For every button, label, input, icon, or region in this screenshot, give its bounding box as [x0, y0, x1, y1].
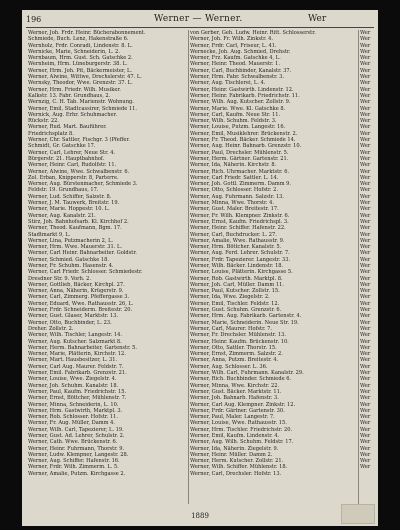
directory-entry: Schmiede, Buch. Lenz, Hakenstraße 6. [28, 36, 129, 43]
directory-entry: Werner, Theod. Kaufmann, Bgm. 17. [28, 225, 122, 232]
directory-entry: Werner, Minna, Schneiderin, L. 10. [28, 401, 119, 408]
directory-entry: Werner, Frdr. Schneiderm. Breitestr. 20. [28, 307, 133, 314]
directory-entry: Werner, Carl, Buchdrucker. L. 27. [190, 231, 277, 238]
footer-year: 1889 [191, 512, 209, 520]
directory-entry: Werner, Wilh. Bäcker. Lindenstr. 18. [190, 262, 284, 269]
directory-entry: Wernbaum, Hrm. Gust. Sch. Gatschke 2. [28, 55, 133, 62]
directory-entry: Wer [360, 30, 371, 36]
directory-entry: Dresdner Str. 9. Vorh. 2. [28, 275, 91, 282]
directory-entry: Wer [360, 218, 371, 225]
directory-entry: Wer [360, 250, 371, 257]
directory-entry: Werner, Joh. Gottl. Zimmerm. Damm 9. [190, 181, 292, 188]
directory-entry: Werner, Hrm. Fabr. Schwalbenstr. 3. [190, 74, 285, 81]
directory-entry: Werner, Anna, Näherin, Krügerstr. 9. [28, 288, 124, 295]
directory-entry: von Gerber, Geh. Ludw. Heinr. Ritt. Schlosserstr. [190, 30, 316, 36]
directory-entry: Werner, Ida, Näherin. Kirchstr. 8. [190, 162, 277, 169]
directory-entry: Werner, Aug. Heinr. Bahnarb. Grenzstr. 10. [190, 143, 302, 150]
directory-entry: Werner, Fr. Theod. Bäcker. Schmiede 14. [190, 137, 296, 144]
directory-entry: Wer [360, 294, 371, 301]
directory-entry: Werner, Heinr. Schiffer. Hafenstr. 22. [190, 225, 286, 232]
directory-entry: Werner, Paul, Kutscher. Zollstr. 15. [190, 288, 280, 295]
header-rule [26, 27, 374, 28]
directory-entry: Wer [360, 344, 371, 351]
next-page-running-title: Wer [308, 14, 327, 24]
directory-entry: Wer [360, 420, 371, 427]
directory-entry: Wer [360, 414, 371, 421]
directory-entry: Wer [360, 407, 371, 414]
directory-entry: Werner, Heinr. Carl, Rudolfstr. 11. [28, 162, 117, 169]
directory-entry: Werner, Gust. Maler. Breitestr. 17. [190, 206, 279, 213]
directory-entry: Werner, Fr. Wilh. Klempner. Zinkstr. 6. [190, 212, 290, 219]
directory-entry: Werner, Emil. Fabrikarb. Grenzstr. 21. [28, 370, 127, 377]
directory-entry: Werner, Hrm. Joh. Pit, Bäckermeister, L. [28, 67, 133, 74]
directory-entry: Werner, Heinr. Fuhrmann, Thorstr. 9. [28, 445, 125, 452]
directory-entry: Werner, Aug. Bürstenmacher, Schmiede 3. [28, 181, 138, 188]
directory-entry: Werner, Joh. Carl, Müller. Damm 11. [190, 281, 284, 288]
directory-entry: Werner, Otto, Sattler. Thorstr. 15. [190, 344, 277, 351]
directory-entry: Werner, Wilh. Tischler, Langestr. 14. [28, 332, 122, 339]
directory-entry: Wer [360, 36, 371, 43]
directory-entry: Feldstr. 19. Grundhaus, 17. [28, 187, 99, 194]
directory-entry: Werner, Ida, Näherin. Ziegelstr. 9. [190, 445, 279, 452]
column-divider [358, 30, 359, 504]
directory-entry: Schmidt, Gr. Gatschke 17. [28, 143, 96, 150]
directory-entry: Wer [360, 48, 371, 55]
directory-entry: Werner, Marie, Schneiderin. Neue Str. 19. [190, 319, 299, 326]
directory-entry: Wer [360, 174, 371, 181]
directory-entry: Wernholz, Frdr. Conradi, Lindenstr. 8. L. [28, 42, 133, 49]
directory-entry: Werner, Hrm. Aug. Fabrikarb. Gartenstr. 4. [190, 313, 302, 320]
directory-entry: Werner, Paul, Drechsler. Mühlenstr. 5. [190, 149, 289, 156]
directory-entry: Werner, Joh. Bahnarb. Hafenstr. 3. [190, 395, 279, 402]
directory-entry: Werner, Ernst, Kaufm. Friedrichspl. 3. [190, 218, 289, 225]
directory-entry: Werner, Emil, Kaufm. Lindenstr. 4. [190, 433, 280, 439]
directory-entry: Wer [360, 351, 371, 358]
directory-entry: Wer [360, 162, 371, 169]
directory-entry: Werner, Hrm. Tischler. Friedrichstr. 20. [190, 426, 293, 433]
column-left [28, 30, 186, 506]
directory-entry: Rückstr. 22. [28, 118, 59, 125]
column-right-edge [360, 30, 378, 506]
directory-entry: Werner, Marie. Wwe. Kl. Gatschke 8. [190, 105, 286, 112]
directory-entry: Werner, J. M. Tauwerk, Breitstr. 19. [28, 200, 120, 207]
directory-entry: Wer [360, 149, 371, 156]
directory-entry: Werner, Wilh. Schuhm. Feldstr. 3. [190, 118, 277, 125]
directory-entry: Werner, Louise, Wwe. Ziegelstr. 4. [28, 376, 117, 383]
directory-entry: Werner, Hrm. Wwe. Mauerstr. 31. L. [28, 244, 122, 251]
directory-entry: Werner, Wilh. Carl, Fuhrmann. Kanalstr. 29. [190, 370, 304, 377]
directory-entry: Wer [360, 288, 371, 295]
directory-entry: Wer [360, 206, 371, 213]
directory-entry: Werner, Aug. Wilh. Schuhm. Feldstr. 17. [190, 439, 294, 446]
directory-entry: Werner, Rich. Buchbinder. Schmiede 6. [190, 376, 292, 383]
directory-entry: Werner, Heinr. Theod. Mauerstr. 1. [190, 61, 281, 68]
directory-entry: Wernecke, Joh. Aug. Schmied, Drehstr. [190, 48, 291, 55]
directory-entry: Werner, Frdr. Gärtner. Gartenstr. 30. [190, 407, 285, 414]
directory-entry: Wer [360, 237, 371, 244]
directory-entry: Werner, Aug. Ferd. Lehrer. Schulstr. 7. [190, 250, 290, 257]
directory-entry: Wernick, Aug. Erhr. Schuhmacher. [28, 111, 118, 118]
directory-entry: Werner, Wilh. Carl, Tapezierer, L. 19. [28, 426, 124, 433]
directory-entry: Wer [360, 363, 371, 370]
directory-entry: Werner, Aug. Schlosser. L. 36. [190, 363, 268, 370]
directory-entry: Werner, Joh. Frdr. Heinr. Bücherabonnement. [28, 30, 146, 36]
directory-entry: Werner, Ludw. Klempner, Langestr. 28. [28, 451, 129, 458]
directory-entry: Werner, Paul, Maler. Langestr. 7. [190, 414, 275, 421]
directory-entry: Werner, Emil, Tischler. Feldstr. 12. [190, 300, 280, 307]
directory-entry: Wernzig, C. H. Tab. Marienstr. Wohnung. [28, 99, 134, 106]
directory-entry: Wer [360, 124, 371, 131]
directory-entry: Werner, Fr. Aug. Müller, Damm 4. [28, 420, 115, 427]
column-middle [190, 30, 356, 506]
directory-entry: Werner, Carl Friedr. Sattler. L. 14. [190, 174, 279, 181]
directory-entry: Wer [360, 401, 371, 408]
directory-entry: Werner, Carl, Lehrer, Neue Str. 4. [28, 149, 116, 156]
directory-entry: Werner, Lud. Schiffer, Salzstr. 8. [28, 193, 112, 200]
directory-entry: Werner, Gust. Bäcker. Marktstr. 11. [190, 388, 282, 395]
directory-entry: Werner, Wilh. Aug. Kutscher. Zollstr. 9. [190, 99, 291, 106]
directory-entry: Dreher. Zollstr. 2. [28, 325, 74, 332]
directory-entry: Wer [360, 187, 371, 194]
directory-entry: Werner, Rob. Gastwirth. Marktpl. 8. [190, 275, 283, 282]
directory-entry: Wer [360, 105, 371, 112]
directory-entry: Werner, Gust. Glaser, Marktstr. 13. [28, 313, 119, 320]
directory-entry: Werner, Amalie, Wwe. Rathausstr. 9. [190, 237, 285, 244]
directory-entry: Kalkstr. 13. Fabr. Grundhaus, 2. [28, 92, 111, 99]
directory-entry: Wer [360, 111, 371, 118]
directory-entry: Werner, Wilh. Schiffer. Mühlenstr. 18. [190, 464, 288, 471]
directory-entry: Werner, Rich. Uhrmacher. Marktstr. 6. [190, 168, 290, 175]
directory-entry: Werner, Rud. Mart. Bauführer. [28, 124, 107, 131]
directory-entry: Stadtmarkt 9, L. [28, 231, 71, 238]
directory-entry: Werner, Carl, Kaufm. Neue Str. 11. [190, 111, 281, 118]
directory-entry: Werner, Fr. Drechsler. Mühlenstr. 13. [190, 332, 286, 339]
directory-entry: Wernheim, Hrm. Lüneburgerstr. 38. L. [28, 61, 128, 68]
directory-entry: Werner, Aug. Schiffer. Hafenstr. 16. [28, 458, 120, 465]
directory-entry: Wer [360, 200, 371, 207]
directory-entry: Werner, Paul, Kaufm. Friedrichstr. 15. [28, 388, 127, 395]
directory-entry: Werner, Carl Aug. Klempner. Zinkstr. 12. [190, 401, 296, 408]
directory-entry: Wer [360, 332, 371, 339]
directory-entry: Werner, Gust. Schuhm. Grenzstr. 6. [190, 307, 282, 314]
directory-entry: Werner, Gust. Ad. Lehrer, Schulstr. 2. [28, 433, 125, 439]
directory-entry: Werner, Carl, Drechsler. Hofstr. 13. [190, 470, 282, 477]
directory-entry: Wer [360, 244, 371, 251]
directory-entry: Wer [360, 225, 371, 232]
directory-entry: Wer [360, 319, 371, 326]
directory-entry: Werner, Carl Heinr. Bahnarbeiter. Goldstr. [28, 250, 137, 257]
directory-entry: Wer [360, 426, 371, 433]
directory-entry: Wer [360, 256, 371, 263]
directory-entry: Werner, Heinr. Gastwirth. Lindenstr. 12. [190, 86, 294, 93]
directory-entry: Werner, Joh. Fr. Wilh. Zinkstr. 4. [190, 36, 274, 43]
directory-entry: Werner, Lina, Putzmacherin 2, L. [28, 237, 114, 244]
directory-entry: Wer [360, 357, 371, 364]
directory-entry: Wer [360, 376, 371, 383]
directory-entry: Wer [360, 67, 371, 74]
directory-entry: Werner, Hrm. Böttcher. Kanalstr. 5. [190, 244, 282, 251]
directory-entry: Werner, Herm. Kutscher. Zollstr. 21. [190, 458, 284, 465]
directory-entry: Werner, Emil, Stadtcassirer, Schmiede 11. [28, 105, 138, 112]
directory-entry: Werner, Gottlieb, Bäcker, Kirchpl. 27. [28, 281, 125, 288]
directory-entry: Werner, Amalie, Putzm. Kirchgasse 2. [28, 470, 126, 477]
directory-entry: Wer [360, 92, 371, 99]
directory-entry: Werner, Minna, Wwe. Thorstr. 4. [190, 200, 275, 207]
directory-entry: Wer [360, 42, 371, 49]
directory-entry: Stirz, Joh. Bahnhofsarb. Kl. Kirchhof 2. [28, 218, 129, 225]
directory-entry: Wer [360, 55, 371, 62]
directory-entry: Wer [360, 231, 371, 238]
directory-entry: Werner, Rob. Schlosser. Hofstr. 11. [28, 414, 119, 421]
directory-entry: Wer [360, 275, 371, 282]
directory-entry: Wer [360, 118, 371, 125]
directory-entry: Wer [360, 181, 371, 188]
directory-entry: Werner, Herm. Bahnarbeiter, Gartenstr. 5. [28, 344, 138, 351]
directory-entry: Werner, Emil, Musiklehrer. Brückenstr. 2. [190, 130, 298, 137]
directory-entry: Wer [360, 382, 371, 389]
directory-entry: Werner, Mart. Hausbesitzer, L. 31. [28, 357, 118, 364]
directory-entry: Werner, Louise, Putzm. Langestr. 16. [190, 124, 286, 131]
page-number: 196 [26, 15, 42, 24]
directory-entry: Werner, Marie. Hoppestr. 10. L. [28, 206, 110, 213]
directory-entry: Werner, Carl Friedr. Schlosser. Schmiedestr. [28, 269, 143, 276]
directory-entry: Friedrichsplatz 8. [28, 130, 74, 137]
directory-entry: Werner, Heinr. Müller. Damm 2. [190, 451, 273, 458]
directory-entry: Werner, Marie, Plätterin, Kirchstr. 12. [28, 351, 126, 358]
directory-entry: Werner, Frz. Kaufm. Gatschke 4, L. [190, 55, 281, 62]
directory-entry: Werner, Otto, Schlosser. Hofstr. 2. [190, 187, 278, 194]
directory-entry: Werner, Louise, Plätterin. Kirchgasse 5. [190, 269, 293, 276]
directory-entry: Werner, Frdr. Carl, Friseur, L. 41. [190, 42, 277, 49]
directory-entry: Werner, Heinr. Kaufm. Brückenstr. 10. [190, 338, 289, 345]
directory-entry: Werner, Carl, Maurer. Hofstr. 7. [190, 325, 273, 332]
directory-entry: Werner, Eduard, Wwe. Rathausstr. 26, L. [28, 300, 134, 307]
directory-entry: Werner, Ida, Wwe. Ziegelstr. 2. [190, 294, 270, 301]
directory-entry: Wer [360, 325, 371, 332]
directory-entry: Werner, Frdr. Tapezierer. Langestr. 33. [190, 256, 291, 263]
directory-entry: Wer [360, 99, 371, 106]
directory-entry: Wer [360, 262, 371, 269]
directory-entry: Werner, Ernst, Zimmerm. Salzstr. 2. [190, 351, 283, 358]
directory-entry: Werner, Fr. Schuhm. Hasenstr. 4. [28, 262, 114, 269]
directory-entry: Werner, Alwine, Wwe. Schwalbenstr. 6. [28, 168, 130, 175]
directory-entry: Werner, Frdr. Wilh. Zimmerm. L. 5. [28, 464, 119, 471]
directory-entry: Werner, Carl, Buchbinder, Kanalstr. 37. [190, 67, 292, 74]
directory-entry: Wer [360, 137, 371, 144]
directory-entry: Wer [360, 168, 371, 175]
directory-entry: Werner, Aug. Fuhrmann. Salzstr. 13. [190, 193, 285, 200]
directory-entry: Wer [360, 458, 371, 465]
directory-entry: Wer [360, 433, 371, 439]
column-divider [188, 30, 189, 504]
running-title: Werner — Werner. [154, 14, 243, 24]
directory-entry: Wer [360, 313, 371, 320]
directory-entry: Werner, Alwine, Wittwe, Drechslerstr. 47. L. [28, 74, 142, 81]
directory-entry: Wer [360, 143, 371, 150]
directory-entry: Wer [360, 193, 371, 200]
directory-entry: Werner, Chr. Sattler, Fischgr. 3 (Pfeffer. [28, 137, 130, 144]
directory-entry: Wer [360, 80, 371, 87]
directory-entry: Werner, Louise, Wwe. Rathausstr. 15. [190, 420, 287, 427]
directory-entry: Werner, Carl Aug. Maurer. Feldstr. 7. [28, 363, 124, 370]
directory-entry: Wer [360, 86, 371, 93]
directory-entry: Wer [360, 307, 371, 314]
directory-entry: Wer [360, 388, 371, 395]
directory-entry: Wer [360, 451, 371, 458]
directory-entry: Werner, Ernst, Böttcher, Mühlenstr. 7. [28, 395, 127, 402]
directory-entry: Werner, Cath. Wwe. Brückenstr. 6. [28, 439, 118, 446]
directory-entry: Wer [360, 212, 371, 219]
directory-entry: Wer [360, 269, 371, 276]
directory-entry: Werner, Otto, Buchbinder, L. 23. [28, 319, 112, 326]
directory-entry: Werner, Herm. Gärtner. Gartenstr. 21. [190, 155, 289, 162]
directory-entry: Wer [360, 130, 371, 137]
directory-entry: Wer [360, 281, 371, 288]
directory-entry: Wer [360, 439, 371, 446]
directory-entry: Werner, Hrm. Friedr. Wilh. Musiker. [28, 86, 121, 93]
directory-entry: Werner, Aug. Tischlerei, L. 4. [190, 80, 266, 87]
directory-entry: Zol. Erban, Knipperstr. 8, Parterre. [28, 174, 119, 181]
directory-entry: Wer [360, 155, 371, 162]
directory-entry: Bürgerstr. 21. Hauptbahnhof. [28, 155, 105, 162]
directory-entry: Wer [360, 464, 371, 471]
directory-entry: Wer [360, 74, 371, 81]
directory-entry: Wernicke, Marie, Schneiderin, L. 2. [28, 48, 120, 55]
directory-entry: Werner, Anna, Putzm. Breitestr. 4. [190, 357, 279, 364]
directory-entry: Werner, Minna, Wwe. Kirchstr. 22. [190, 382, 280, 389]
directory-entry: Werner, Schmied. Gatschke 18. [28, 256, 109, 263]
directory-entry: Wer [360, 300, 371, 307]
directory-entry: Wer [360, 395, 371, 402]
directory-entry: Werner, Aug. Kutscher. Salzmarkt 8. [28, 338, 122, 345]
directory-entry: Wer [360, 338, 371, 345]
directory-entry: Werner, Carl, Zimmerg. Pfeffergasse 3. [28, 294, 130, 301]
directory-page [22, 10, 378, 526]
directory-entry: Wernsky, Theodor, Wwe. Grenzstr. 37. L. [28, 80, 133, 87]
directory-entry: Wer [360, 61, 371, 68]
directory-entry: Wer [360, 370, 371, 377]
directory-entry: Werner, Hrm. Gastwirth, Marktpl. 3. [28, 407, 123, 414]
directory-entry: Wer [360, 445, 371, 452]
directory-entry: Werner, Aug. Kanalstr. 21. [28, 212, 96, 219]
directory-entry: Werner, Joh. Schuhm. Kanalstr. 18. [28, 382, 119, 389]
directory-entry: Werner, Heinr. Fabrikarb. Friedrichstr. 11. [190, 92, 300, 99]
